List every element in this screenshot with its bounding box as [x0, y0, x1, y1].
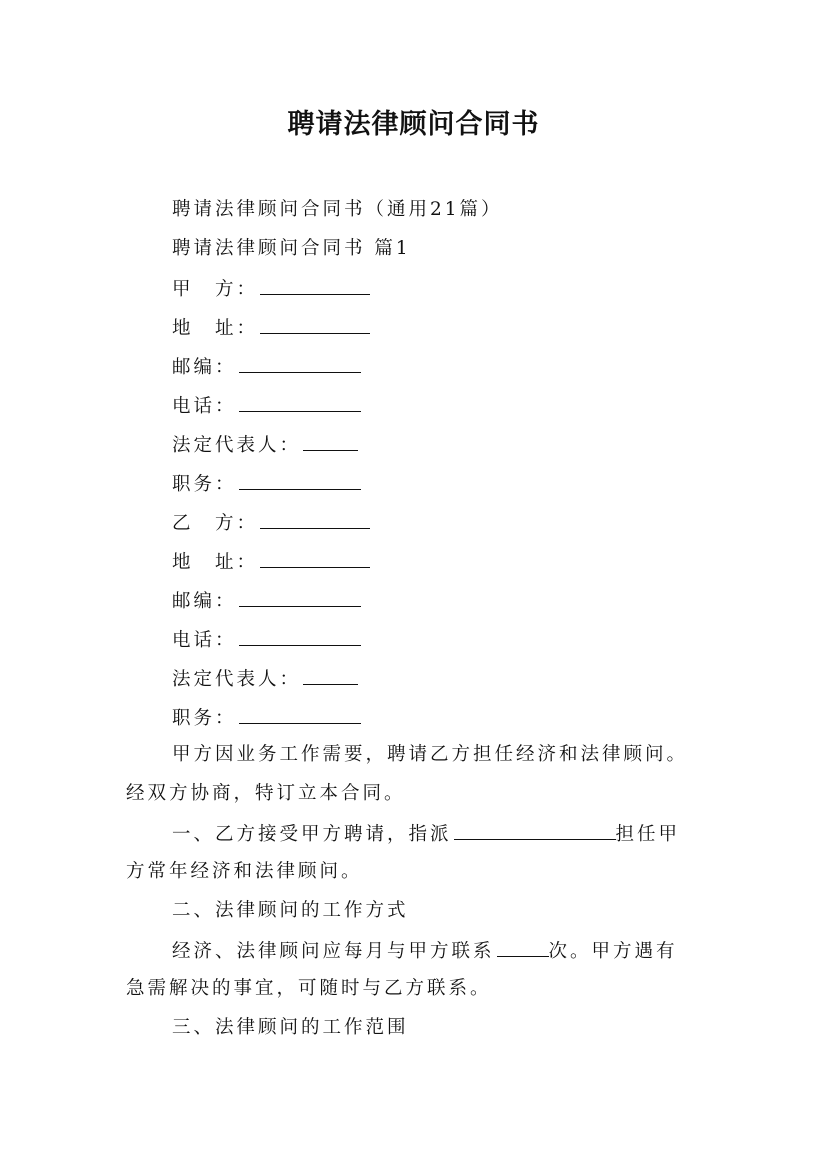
party-a-phone-blank	[239, 393, 361, 412]
party-b-rep-blank	[303, 666, 358, 685]
party-a-name-label: 甲 方：	[172, 279, 259, 300]
party-b-position-label: 职务：	[172, 708, 237, 729]
party-b-name-blank	[260, 510, 370, 529]
party-a-address-label: 地 址：	[172, 318, 259, 339]
clause-1-assignee-blank	[454, 821, 616, 840]
paragraph-1-line-1: 甲方因业务工作需要，聘请乙方担任经济和法律顾问。	[172, 744, 689, 765]
clause-2-heading: 二、法律顾问的工作方式	[172, 900, 409, 921]
party-b-phone-blank	[239, 627, 361, 646]
party-b-phone-row	[172, 627, 361, 653]
clause-2-line-1	[172, 938, 678, 964]
clause-1-line-1	[172, 821, 680, 847]
party-b-name-row	[172, 510, 370, 536]
party-b-address-label: 地 址：	[172, 552, 259, 573]
party-a-address-blank	[260, 315, 370, 334]
party-b-position-blank	[239, 705, 361, 724]
party-b-position-row	[172, 705, 361, 731]
clause-3-heading: 三、法律顾问的工作范围	[172, 1017, 409, 1038]
party-b-postcode-label: 邮编：	[172, 591, 237, 612]
party-a-postcode-blank	[239, 354, 361, 373]
document-title: 聘请法律顾问合同书	[287, 109, 540, 140]
party-a-rep-blank	[303, 432, 358, 451]
party-a-position-row	[172, 471, 361, 497]
party-a-phone-label: 电话：	[172, 396, 237, 417]
party-b-name-label: 乙 方：	[172, 513, 259, 534]
part-heading: 聘请法律顾问合同书 篇1	[172, 238, 411, 259]
clause-2-frequency-blank	[497, 938, 549, 957]
clause-2-text-before: 经济、法律顾问应每月与甲方联系	[172, 941, 495, 962]
clause-1-text-after: 担任甲	[615, 824, 681, 845]
party-a-postcode-row	[172, 354, 361, 380]
party-a-position-blank	[239, 471, 361, 490]
paragraph-1-line-2: 经双方协商，特订立本合同。	[126, 783, 406, 804]
clause-1-line-2: 方常年经济和法律顾问。	[126, 861, 363, 882]
party-a-rep-label: 法定代表人：	[172, 435, 302, 456]
party-b-rep-row	[172, 666, 358, 692]
clause-2-text-after: 次。甲方遇有	[548, 941, 678, 962]
party-a-name-row	[172, 276, 370, 302]
party-a-rep-row	[172, 432, 358, 458]
party-b-phone-label: 电话：	[172, 630, 237, 651]
party-b-address-row	[172, 549, 370, 575]
party-b-rep-label: 法定代表人：	[172, 669, 302, 690]
party-b-postcode-blank	[239, 588, 361, 607]
party-a-name-blank	[260, 276, 370, 295]
clause-1-text-before: 一、乙方接受甲方聘请，指派	[172, 824, 452, 845]
party-b-postcode-row	[172, 588, 361, 614]
document-subtitle: 聘请法律顾问合同书（通用21篇）	[172, 199, 503, 220]
party-a-postcode-label: 邮编：	[172, 357, 237, 378]
party-b-address-blank	[260, 549, 370, 568]
party-a-position-label: 职务：	[172, 474, 237, 495]
party-a-phone-row	[172, 393, 361, 419]
clause-2-line-2: 急需解决的事宜，可随时与乙方联系。	[126, 978, 492, 999]
party-a-address-row	[172, 315, 370, 341]
